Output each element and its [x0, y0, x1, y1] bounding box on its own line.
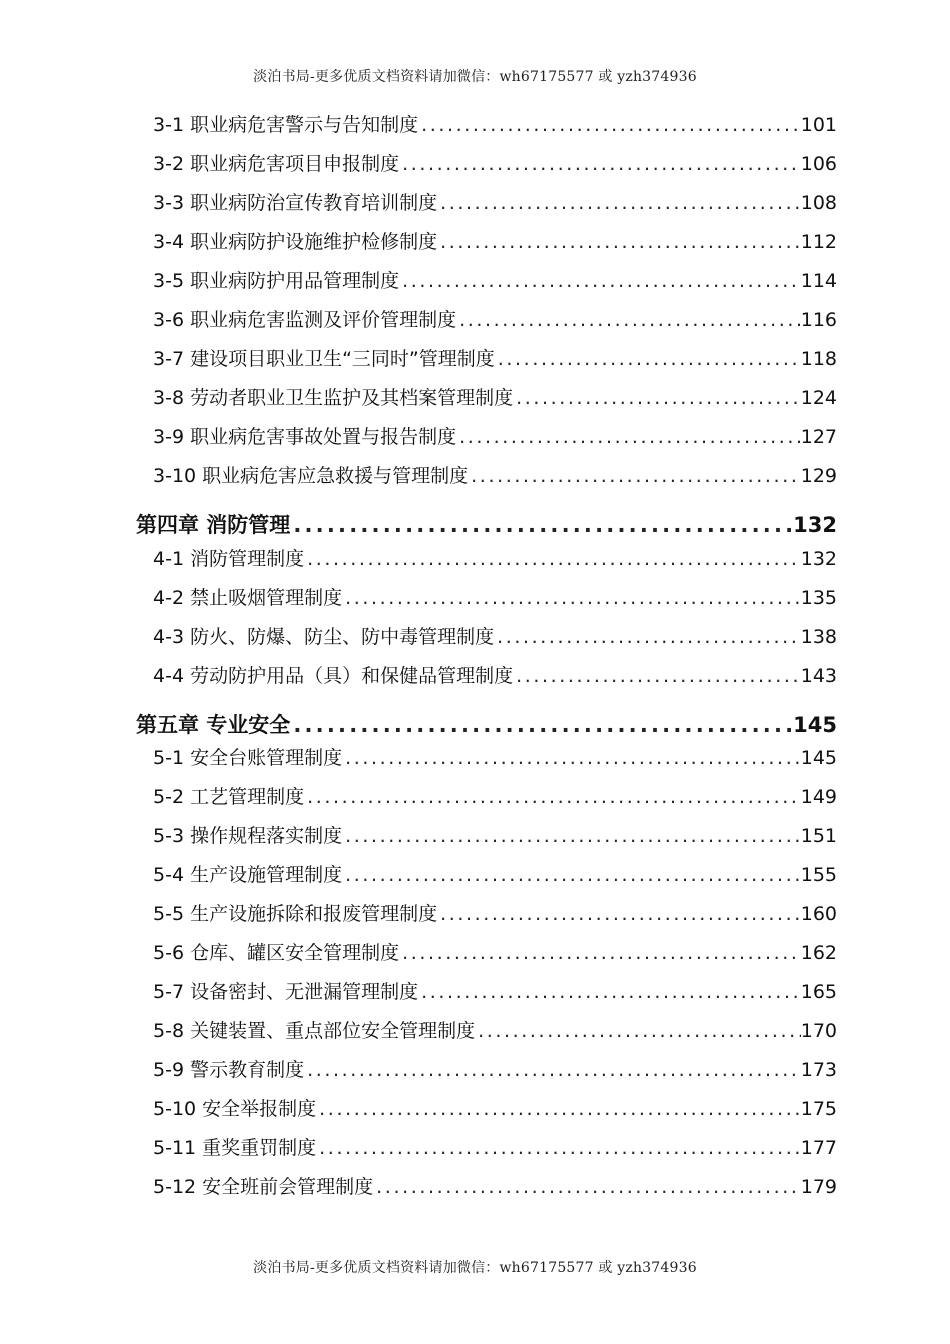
toc-entry-title: 5-10 安全举报制度	[153, 1098, 317, 1120]
toc-dot-leader	[418, 111, 801, 139]
toc-dot-leader	[342, 861, 801, 889]
toc-entry-title: 3-9 职业病危害事故处置与报告制度	[153, 426, 457, 448]
toc-dot-leader	[304, 545, 801, 573]
toc-entry[interactable]	[153, 1017, 837, 1045]
toc-entry[interactable]	[153, 662, 837, 690]
toc-page-number: 160	[800, 903, 837, 925]
toc-entry-title: 4-4 劳动防护用品（具）和保健品管理制度	[153, 665, 514, 687]
toc-entry[interactable]	[153, 939, 837, 967]
toc-page-number: 112	[800, 231, 837, 253]
toc-page-number: 145	[793, 713, 837, 737]
toc-entry-title: 5-3 操作规程落实制度	[153, 825, 343, 847]
toc-page-number: 149	[800, 786, 837, 808]
toc-dot-leader	[456, 423, 801, 451]
toc-entry[interactable]	[153, 861, 837, 889]
toc-dot-leader	[475, 1017, 801, 1045]
toc-page-number: 175	[800, 1098, 837, 1120]
toc-page-number: 155	[800, 864, 837, 886]
toc-entry-title: 3-2 职业病危害项目申报制度	[153, 153, 400, 175]
toc-entry[interactable]	[153, 111, 837, 139]
toc-entry-title: 5-6 仓库、罐区安全管理制度	[153, 942, 400, 964]
toc-dot-leader	[495, 345, 801, 373]
toc-page-number: 101	[800, 114, 837, 136]
toc-entry-title: 5-4 生产设施管理制度	[153, 864, 343, 886]
toc-dot-leader	[342, 822, 801, 850]
toc-page-number: 151	[800, 825, 837, 847]
page-header: 淡泊书局-更多优质文档资料请加微信：wh67175577 或 yzh374936	[253, 69, 697, 85]
toc-dot-leader	[316, 1134, 801, 1162]
toc-dot-leader	[513, 662, 801, 690]
toc-page-number: 145	[800, 747, 837, 769]
toc-entry-title: 3-10 职业病危害应急救援与管理制度	[153, 465, 469, 487]
toc-dot-leader	[304, 1056, 801, 1084]
toc-entry-title: 5-9 警示教育制度	[153, 1059, 305, 1081]
toc-entry-title: 5-12 安全班前会管理制度	[153, 1176, 374, 1198]
toc-entry[interactable]	[153, 462, 837, 490]
toc-entry[interactable]	[153, 584, 837, 612]
toc-entry[interactable]	[153, 744, 837, 772]
toc-entry[interactable]	[153, 345, 837, 373]
toc-page-number: 127	[800, 426, 837, 448]
toc-entry[interactable]	[153, 306, 837, 334]
toc-entry-title: 3-7 建设项目职业卫生“三同时”管理制度	[153, 348, 495, 370]
toc-chapter-heading[interactable]	[136, 510, 837, 540]
toc-entry-title: 3-8 劳动者职业卫生监护及其档案管理制度	[153, 387, 514, 409]
toc-entry[interactable]	[153, 1134, 837, 1162]
toc-entry-title: 3-6 职业病危害监测及评价管理制度	[153, 309, 457, 331]
toc-page-number: 108	[800, 192, 837, 214]
toc-dot-leader	[513, 384, 801, 412]
toc-dot-leader	[437, 228, 801, 256]
toc-entry[interactable]	[153, 423, 837, 451]
toc-dot-leader	[373, 1173, 801, 1201]
toc-page-number: 116	[800, 309, 837, 331]
toc-entry[interactable]	[153, 623, 837, 651]
toc-entry[interactable]	[153, 189, 837, 217]
toc-chapter-heading[interactable]	[136, 710, 837, 740]
toc-page-number: 162	[800, 942, 837, 964]
toc-entry[interactable]	[153, 783, 837, 811]
toc-dot-leader	[342, 584, 801, 612]
toc-entry[interactable]	[153, 978, 837, 1006]
toc-dot-leader	[399, 150, 801, 178]
toc-dot-leader	[290, 510, 793, 540]
toc-entry[interactable]	[153, 267, 837, 295]
toc-dot-leader	[437, 900, 801, 928]
toc-entry-title: 5-1 安全台账管理制度	[153, 747, 343, 769]
toc-entry-title: 4-3 防火、防爆、防尘、防中毒管理制度	[153, 626, 495, 648]
toc-page-number: 165	[800, 981, 837, 1003]
toc-entry-title: 5-5 生产设施拆除和报废管理制度	[153, 903, 438, 925]
toc-dot-leader	[468, 462, 801, 490]
toc-entry-title: 5-11 重奖重罚制度	[153, 1137, 317, 1159]
toc-page-number: 143	[800, 665, 837, 687]
toc-entry-title: 3-1 职业病危害警示与告知制度	[153, 114, 419, 136]
toc-dot-leader	[456, 306, 801, 334]
toc-page-number: 138	[800, 626, 837, 648]
page-footer: 淡泊书局-更多优质文档资料请加微信：wh67175577 或 yzh374936	[253, 1260, 697, 1276]
toc-entry-title: 5-7 设备密封、无泄漏管理制度	[153, 981, 419, 1003]
toc-page-number: 173	[800, 1059, 837, 1081]
toc-dot-leader	[437, 189, 801, 217]
toc-page-number: 106	[800, 153, 837, 175]
toc-chapter-title: 第四章 消防管理	[136, 513, 291, 537]
toc-entry[interactable]	[153, 384, 837, 412]
toc-page-number: 118	[800, 348, 837, 370]
toc-dot-leader	[316, 1095, 801, 1123]
toc-entry-title: 5-8 关键装置、重点部位安全管理制度	[153, 1020, 476, 1042]
toc-dot-leader	[399, 267, 801, 295]
toc-page-number: 135	[800, 587, 837, 609]
toc-page-number: 132	[793, 513, 837, 537]
toc-entry[interactable]	[153, 1095, 837, 1123]
toc-dot-leader	[342, 744, 801, 772]
toc-dot-leader	[290, 710, 793, 740]
toc-entry-title: 4-2 禁止吸烟管理制度	[153, 587, 343, 609]
toc-dot-leader	[494, 623, 801, 651]
toc-entry-title: 3-5 职业病防护用品管理制度	[153, 270, 400, 292]
toc-entry[interactable]	[153, 545, 837, 573]
toc-entry[interactable]	[153, 1056, 837, 1084]
toc-dot-leader	[304, 783, 801, 811]
toc-page-number: 114	[800, 270, 837, 292]
toc-entry[interactable]	[153, 1173, 837, 1201]
toc-entry[interactable]	[153, 822, 837, 850]
toc-dot-leader	[418, 978, 801, 1006]
toc-page-number: 129	[800, 465, 837, 487]
toc-dot-leader	[399, 939, 801, 967]
toc-page-number: 170	[800, 1020, 837, 1042]
toc-entry[interactable]	[153, 150, 837, 178]
toc-chapter-title: 第五章 专业安全	[136, 713, 291, 737]
toc-entry[interactable]	[153, 900, 837, 928]
toc-page-number: 179	[800, 1176, 837, 1198]
toc-entry-title: 3-3 职业病防治宣传教育培训制度	[153, 192, 438, 214]
toc-page-number: 132	[800, 548, 837, 570]
toc-entry-title: 4-1 消防管理制度	[153, 548, 305, 570]
toc-entry-title: 5-2 工艺管理制度	[153, 786, 305, 808]
toc-page-number: 177	[800, 1137, 837, 1159]
toc-entry[interactable]	[153, 228, 837, 256]
toc-page-number: 124	[800, 387, 837, 409]
toc-entry-title: 3-4 职业病防护设施维护检修制度	[153, 231, 438, 253]
